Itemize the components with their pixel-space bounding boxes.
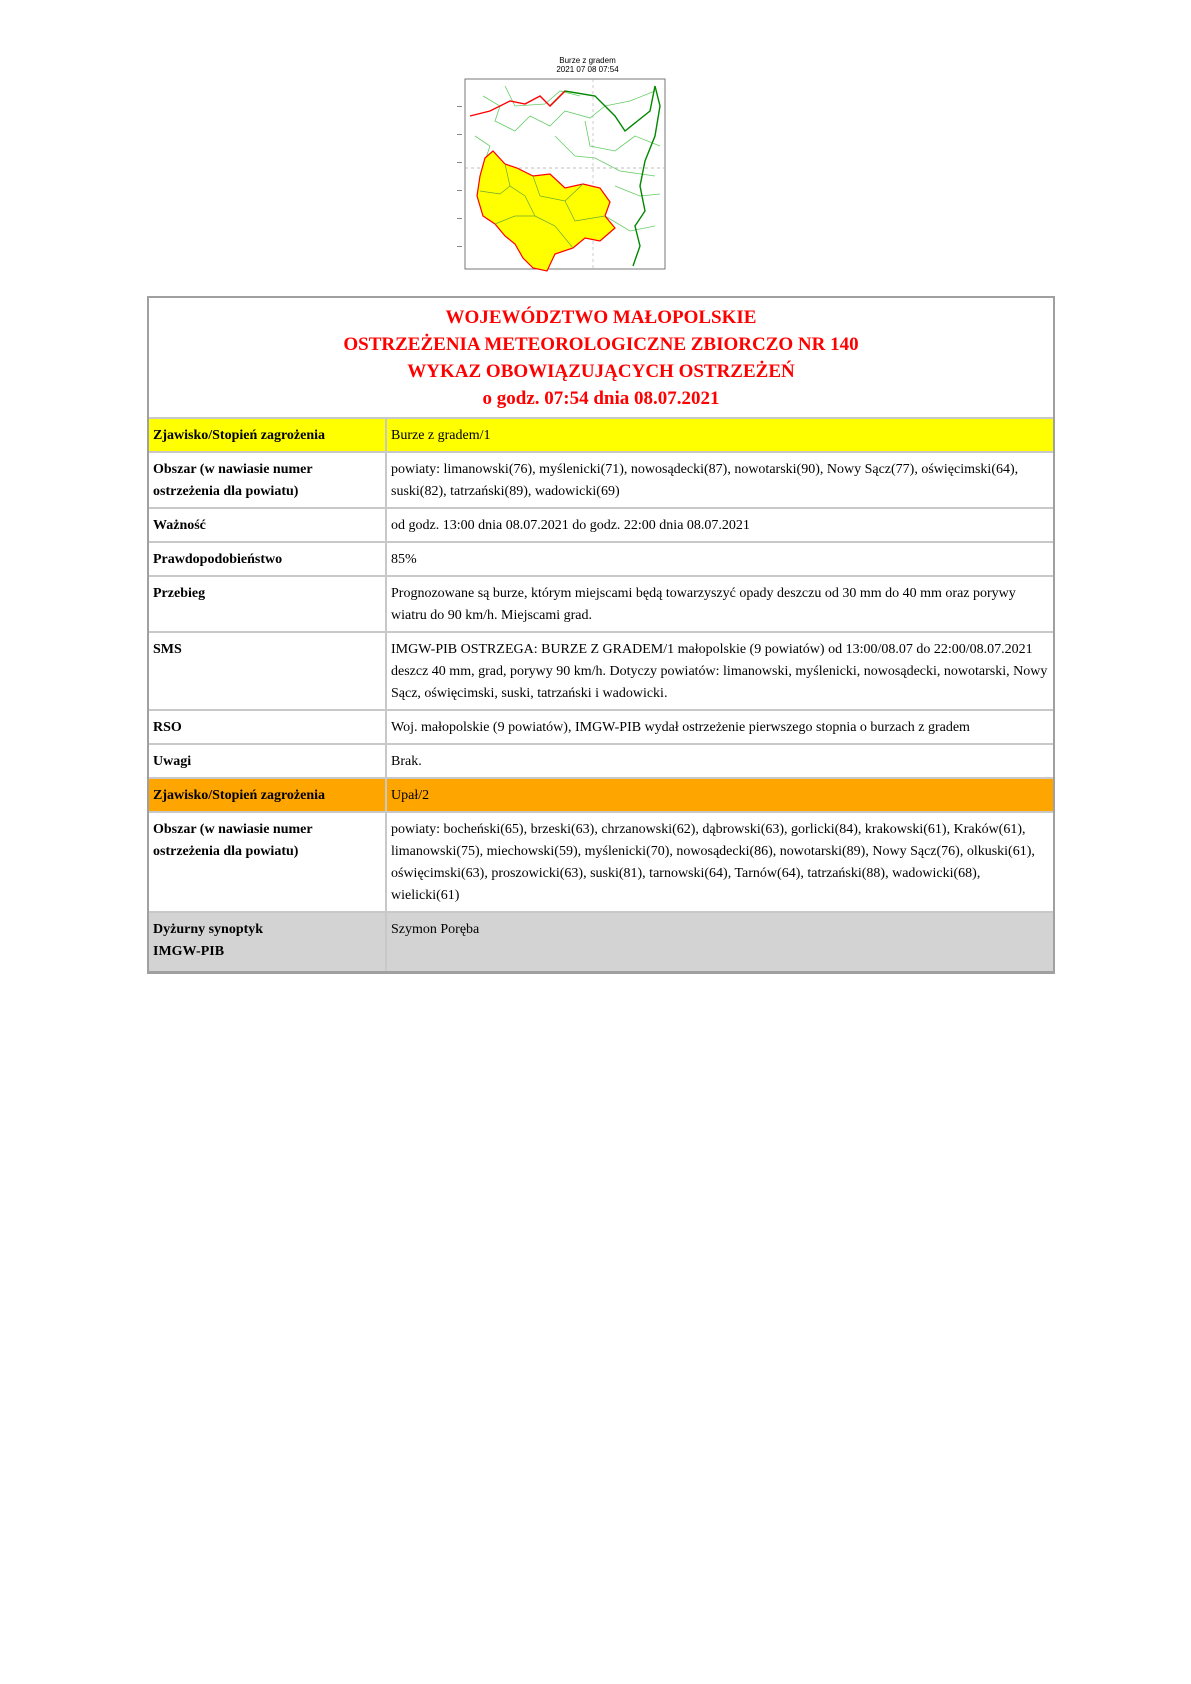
row-label: RSO: [149, 711, 387, 743]
row-label: Obszar (w nawiasie numer ostrzeżenia dla powiatu): [149, 813, 387, 911]
warning-table: [147, 296, 1055, 974]
row-value: Brak.: [391, 754, 422, 769]
row-label: [149, 913, 387, 971]
header-voivodeship: WOJEWÓDZTWO MAŁOPOLSKIE: [445, 307, 757, 328]
row-label: Przebieg: [149, 577, 387, 631]
region-map-image: [455, 76, 720, 286]
table-row-probability: [149, 543, 1053, 577]
row-label: Zjawisko/Stopień zagrożenia: [149, 779, 387, 811]
row-value: IMGW-PIB OSTRZEGA: BURZE Z GRADEM/1 małopolskie (9 powiatów) od 13:00/08.07 do 22:00/08.07.2021 deszcz 40 mm, grad, porywy 90 km/h. Dotyczy powiatów: limanowski, myślenicki, nowosądecki, nowotarski, Nowy Sącz, oświęcimski, suski, tatrzański i wadowicki.: [391, 642, 1048, 701]
institution-label: IMGW-PIB: [153, 944, 225, 959]
row-label: Prawdopodobieństwo: [149, 543, 387, 575]
map-timestamp: 2021 07 08 07:54: [556, 65, 619, 74]
row-value: powiaty: limanowski(76), myślenicki(71), nowosądecki(87), nowotarski(90), Nowy Sącz(77), oświęcimski(64), suski(82), tatrzański(89), wadowicki(69): [391, 462, 1019, 499]
row-value: Burze z gradem/1: [387, 419, 1053, 451]
row-label: Zjawisko/Stopień zagrożenia: [149, 419, 387, 451]
row-value: Woj. małopolskie (9 powiatów), IMGW-PIB wydał ostrzeżenie pierwszego stopnia o burzach z gradem: [391, 720, 970, 735]
table-row-rso: [149, 711, 1053, 745]
row-value: Upał/2: [387, 779, 1053, 811]
table-row-validity: [149, 509, 1053, 543]
table-row-phenomenon-1: [149, 419, 1053, 453]
header-bulletin-number: OSTRZEŻENIA METEOROLOGICZNE ZBIORCZO NR 140: [343, 334, 859, 355]
row-label: Ważność: [149, 509, 387, 541]
map-title-line: Burze z gradem: [559, 56, 616, 65]
row-value: od godz. 13:00 dnia 08.07.2021 do godz. 22:00 dnia 08.07.2021: [391, 518, 750, 533]
table-row-course: [149, 577, 1053, 633]
row-value: powiaty: bocheński(65), brzeski(63), chrzanowski(62), dąbrowski(63), gorlicki(84), krakowski(61), Kraków(61), limanowski(75), miechowski(59), myślenicki(70), nowosądecki(86), nowotarski(89), Nowy Sącz(76), olkuski(61), oświęcimski(63), proszowicki(63), suski(81), tarnowski(64), Tarnów(64), tatrzański(88), wadowicki(68), wielicki(61): [391, 822, 1035, 903]
header-list-title: WYKAZ OBOWIĄZUJĄCYCH OSTRZEŻEŃ: [407, 361, 795, 382]
map-title: [455, 56, 720, 74]
row-label: Obszar (w nawiasie numer ostrzeżenia dla powiatu): [149, 453, 387, 507]
warning-header: [149, 298, 1053, 419]
table-row-phenomenon-2: [149, 779, 1053, 813]
warning-map: [455, 56, 720, 288]
table-row-area-2: [149, 813, 1053, 913]
table-row-forecaster: [149, 913, 1053, 971]
table-row-remarks: [149, 745, 1053, 779]
header-issue-time: o godz. 07:54 dnia 08.07.2021: [482, 388, 720, 409]
row-label: SMS: [149, 633, 387, 709]
forecaster-label: Dyżurny synoptyk: [153, 922, 264, 937]
table-row-area-1: [149, 453, 1053, 509]
table-row-sms: [149, 633, 1053, 711]
row-label: Uwagi: [149, 745, 387, 777]
row-value: Prognozowane są burze, którym miejscami będą towarzyszyć opady deszczu od 30 mm do 40 mm oraz porywy wiatru do 90 km/h. Miejscami grad.: [391, 586, 1016, 623]
row-value: 85%: [391, 552, 417, 567]
forecaster-name: Szymon Poręba: [387, 913, 1053, 971]
